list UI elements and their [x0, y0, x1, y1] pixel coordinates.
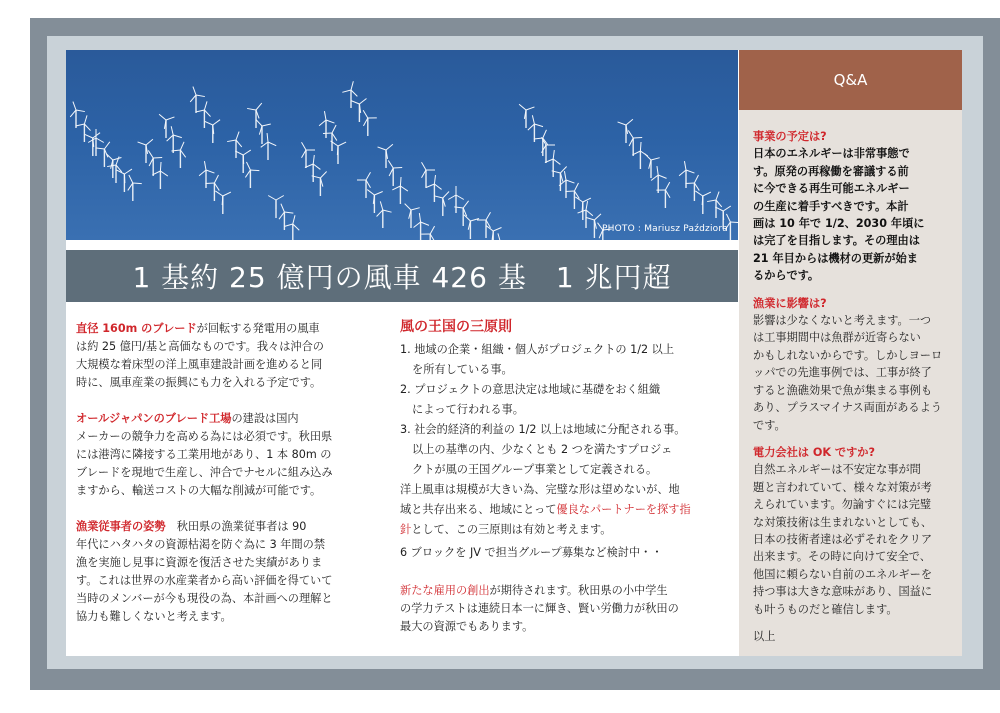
answer-line: は工事期間中は魚群が近寄らない	[753, 331, 921, 345]
left-column	[76, 320, 376, 626]
wind-turbine	[618, 119, 633, 143]
qa-block-schedule	[753, 128, 957, 285]
answer-line: です。	[753, 418, 786, 432]
blade-lead: 直径 160m のブレード	[76, 322, 197, 335]
photo-credit: PHOTO : Mariusz Paździora	[602, 224, 728, 234]
fishery-lead: 漁業従事者の姿勢	[76, 520, 166, 533]
text-line: には港湾に隣接する工業用地があり、1 本 80m の	[76, 448, 332, 461]
question-fishery: 漁業に影響は?	[753, 296, 827, 310]
answer-line: な対策技術は生まれないとしても、	[753, 515, 933, 529]
headline-banner: 1 基約 25 億円の風車 426 基 1 兆円超	[66, 250, 738, 302]
answer-line: 画は 10 年で 1/2、2030 年頃に	[753, 217, 925, 231]
qa-block-utility	[753, 444, 957, 618]
answer-line: も叶うものだと確信します。	[753, 602, 898, 616]
text-line: 洋上風車は規模が大きい為、完璧な形は望めないが、地	[400, 483, 680, 496]
wind-turbine	[464, 215, 479, 239]
qa-content	[753, 128, 957, 645]
wind-turbine	[421, 226, 435, 240]
wind-turbine	[261, 133, 277, 160]
offshore-paragraph	[400, 480, 730, 540]
wind-farm-photo	[66, 50, 738, 240]
qa-title: Q&A	[739, 50, 962, 110]
employment-lead: 新たな雇用の創出	[400, 584, 490, 597]
wind-turbine	[152, 162, 168, 189]
wind-turbine	[414, 213, 429, 240]
wind-turbine	[76, 115, 91, 142]
answer-line: 21 年目からは機材の更新が始ま	[753, 251, 918, 265]
text-line: は約 25 億円/基と高価なものです。我々は沖合の	[76, 340, 324, 353]
question-utility: 電力会社は OK ですか?	[753, 445, 875, 459]
answer-line: るからです。	[753, 269, 820, 283]
question-schedule: 事業の予定は?	[753, 130, 827, 143]
answer-line: に今できる再生可能エネルギー	[753, 182, 910, 196]
middle-column	[400, 318, 730, 636]
wind-turbine	[388, 160, 402, 186]
text-line: 年代にハタハタの資源枯渇を防ぐ為に 3 年間の禁	[76, 538, 326, 551]
wind-turbine	[685, 175, 699, 201]
text-line: クトが風の王国グループ事業として定義される。	[412, 463, 658, 476]
wind-turbine	[205, 120, 221, 143]
qa-sidebar	[739, 50, 962, 656]
wind-turbine	[392, 177, 408, 204]
text-line: す。これは世界の水産業者から高い評価を得ていて	[76, 574, 333, 587]
text-line: 1. 地域の企業・組織・個人がプロジェクトの 1/2 以上	[400, 343, 675, 356]
wind-turbine	[632, 142, 648, 169]
answer-line: の生産に着手すべきです。本計	[753, 199, 909, 213]
wind-turbine	[434, 192, 449, 216]
text-line: 域と共存出来る、地域にとって	[400, 503, 557, 516]
answer-line: すると漁礁効果で魚が集まる事例も	[753, 383, 933, 397]
wind-turbine	[196, 101, 211, 128]
principle-3	[400, 420, 730, 480]
wind-turbine	[256, 119, 271, 144]
wind-turbine	[235, 150, 251, 173]
wind-turbine	[107, 157, 122, 183]
answer-line: かもしれないからです。しかしヨーロ	[753, 348, 943, 362]
text-line: 3. 社会的経済的利益の 1/2 以上は地域に分配される事。	[400, 423, 686, 436]
jv-note: 6 ブロックを JV で担当グループ募集など検討中・・	[400, 546, 663, 559]
wind-turbine	[565, 183, 579, 209]
wind-turbine	[88, 129, 104, 156]
closing-text: 以上	[753, 629, 776, 643]
factory-lead: オールジャパンのブレード工場	[76, 412, 232, 425]
wind-turbines-illustration	[66, 50, 738, 240]
answer-line: 題と言われていて、様々な対策が考	[753, 480, 932, 494]
answer-line: 出来ます。その時に向けて安全で、	[753, 550, 931, 564]
wind-turbine	[545, 150, 560, 177]
page-sheet	[66, 50, 962, 656]
text-line: 時に、風車産業の振興にも力を入れる予定です。	[76, 376, 322, 389]
text-line: の学力テストは連続日本一に輝き、賢い労働力が秋田の	[400, 602, 679, 615]
wind-turbine	[268, 196, 284, 219]
text-line: によって行われる事。	[412, 403, 524, 416]
answer-line: 持つ事は大きな意味があり、国益に	[753, 585, 933, 599]
wind-turbine	[199, 161, 214, 188]
wind-turbine	[351, 98, 366, 122]
principle-2	[400, 380, 730, 420]
wind-turbine	[363, 110, 377, 136]
wind-turbine	[331, 141, 347, 164]
wind-turbine	[707, 192, 722, 218]
wind-turbine	[159, 114, 174, 138]
answer-line: 影響は少なくないと考えます。一つ	[753, 314, 932, 328]
text-line: ますから、輸送コストの大幅な削減が可能です。	[76, 484, 322, 497]
answer-schedule	[753, 145, 957, 284]
answer-line: ッパでの先進事例では、工事が終了	[753, 366, 932, 380]
wind-turbine	[367, 190, 382, 213]
wind-turbine	[586, 214, 601, 238]
wind-turbine	[245, 162, 259, 188]
factory-paragraph	[76, 410, 376, 500]
wind-turbine	[448, 186, 464, 213]
blade-paragraph	[76, 320, 376, 392]
wind-turbine	[357, 172, 371, 198]
text-line: 以上の基準の内、少なくとも 2 つを満たすプロジェ	[412, 443, 673, 456]
text-line: 当時のメンバーが今も現役の為、本計画への理解と	[76, 592, 333, 605]
text-line: が期待されます。秋田県の小中学生	[489, 584, 668, 597]
wind-turbine	[215, 191, 231, 214]
text-line: の建設は国内	[231, 412, 299, 425]
answer-line: 日本の技術者達は必ずそれをクリア	[753, 532, 933, 546]
answer-line: 日本のエネルギーは非常事態で	[753, 147, 910, 161]
wind-turbine	[284, 215, 299, 240]
wind-turbine	[578, 201, 593, 228]
wind-turbine	[205, 175, 219, 201]
text-line: を所有している事。	[412, 363, 513, 376]
wind-turbine	[128, 175, 142, 201]
text-line: ブレードを現地で生産し、沖合でナセルに組み込み	[76, 466, 333, 479]
wind-turbine	[645, 154, 660, 178]
employment-paragraph	[400, 582, 730, 636]
text-line: 漁を実施し見事に資源を復活させた実績がありま	[76, 556, 323, 569]
text-line: 最大の資源でもあります。	[400, 620, 534, 633]
text-line: 協力も難しくないと考えます。	[76, 610, 232, 623]
text-line: 大規模な着床型の洋上風車建設計画を進めると同	[76, 358, 323, 371]
answer-line: 他国に頼らない自前のエネルギーを	[753, 567, 933, 581]
fishery-paragraph	[76, 518, 376, 626]
wind-turbine	[679, 161, 694, 188]
wind-turbine	[323, 125, 337, 151]
wind-turbine	[695, 191, 711, 214]
three-principles-heading: 風の王国の三原則	[400, 319, 512, 335]
wind-turbine	[85, 133, 101, 156]
wind-turbine	[342, 81, 357, 108]
wind-turbine	[477, 212, 491, 238]
answer-line: えられています。勿論すぐには完璧	[753, 498, 932, 512]
principle-1	[400, 340, 730, 380]
wind-turbine	[167, 126, 182, 153]
partner-highlight: 優良なパートナーを探す指	[556, 503, 691, 516]
text-line: が回転する発電用の風車	[196, 322, 320, 335]
wind-turbine	[312, 172, 327, 196]
answer-line: は完了を目指します。その理由は	[753, 234, 920, 248]
guideline-highlight: 針	[400, 523, 412, 536]
answer-line: す。原発の再稼働を審議する前	[753, 164, 909, 178]
wind-turbine	[247, 103, 262, 128]
text-line: 秋田県の漁業従事者は 90	[165, 520, 307, 533]
answer-utility	[753, 461, 957, 618]
text-line: メーカーの競争力を高める為には必須です。秋田県	[76, 430, 333, 443]
text-line: 2. プロジェクトの意思決定は地域に基礎をおく組織	[400, 383, 661, 396]
wind-turbine	[227, 132, 242, 158]
wind-turbine	[494, 233, 509, 240]
wind-turbine	[575, 197, 591, 220]
wind-turbine	[552, 167, 567, 191]
qa-block-fishery	[753, 295, 957, 434]
text-line: として、この三原則は有効と考えます。	[411, 523, 612, 536]
wind-turbine	[190, 87, 205, 113]
answer-line: あり、プラスマイナス両面があるよう	[753, 401, 942, 415]
wind-turbine	[138, 139, 153, 163]
wind-turbine	[377, 201, 392, 228]
answer-fishery	[753, 312, 957, 434]
wind-turbine	[426, 175, 441, 202]
answer-line: 自然エネルギーは不安定な事が問	[753, 463, 921, 477]
wind-turbine	[651, 166, 666, 193]
wind-turbine	[305, 155, 320, 182]
